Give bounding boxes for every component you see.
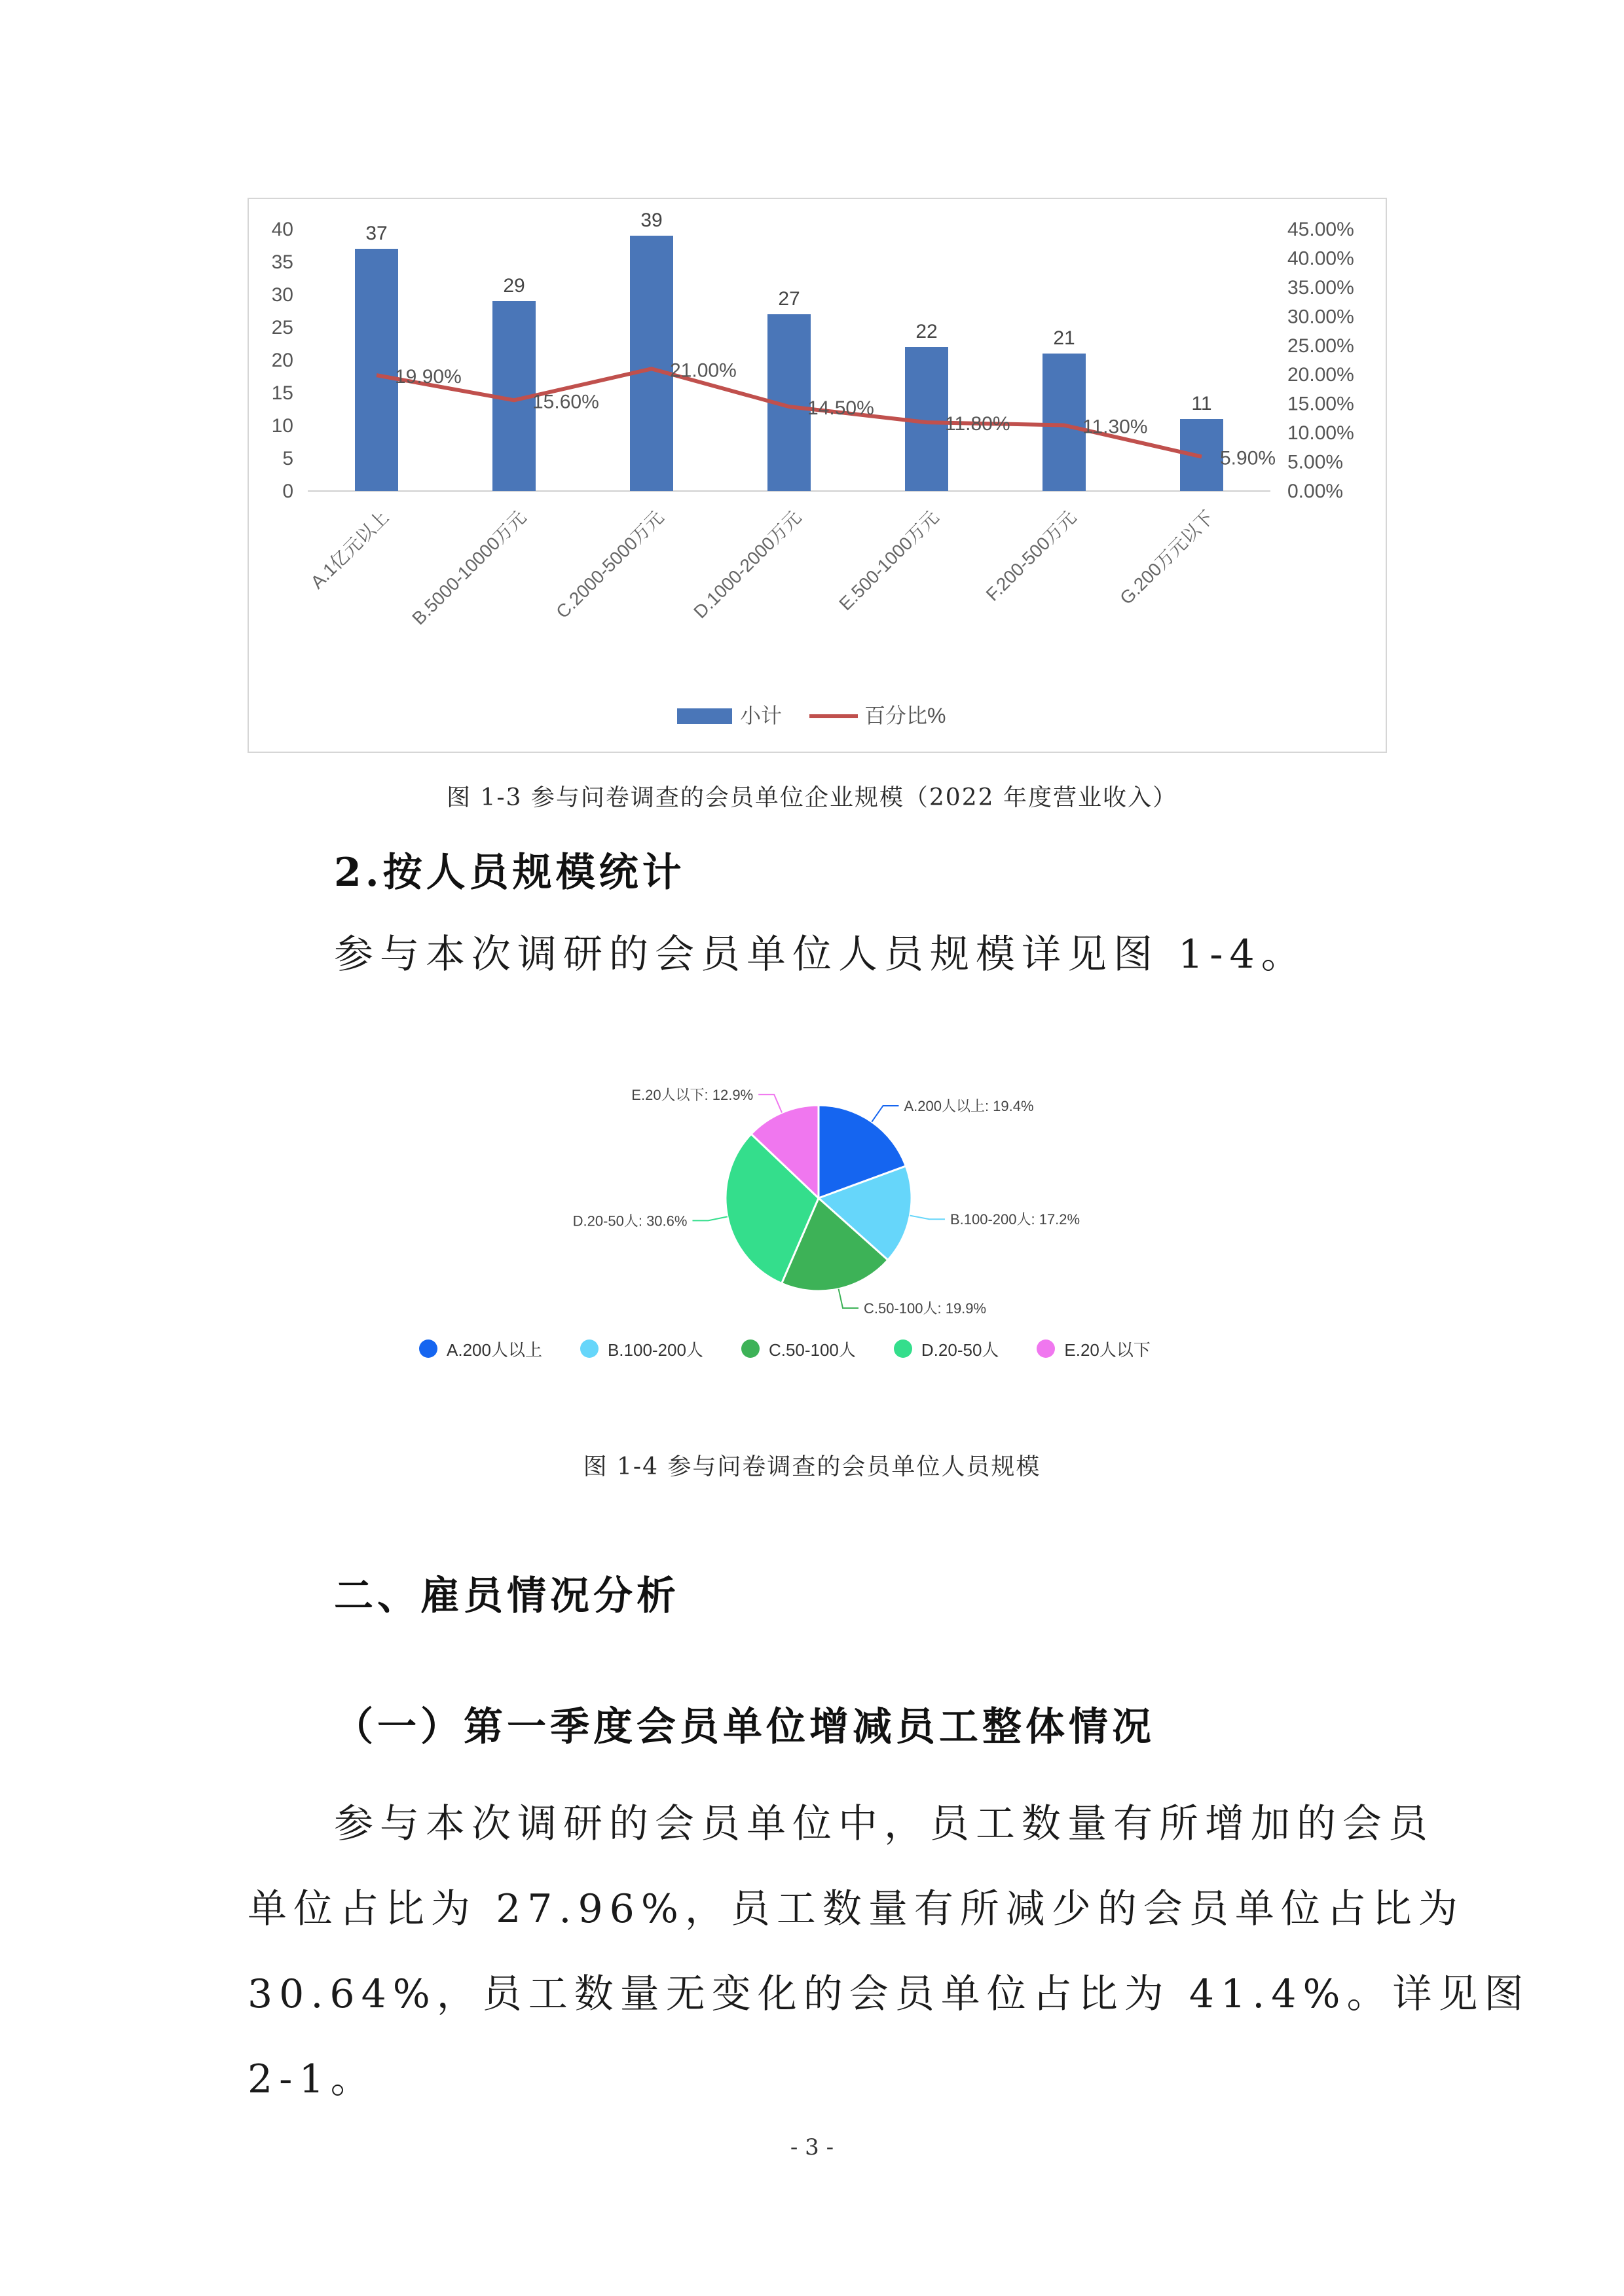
pie-legend-label: B.100-200人 [607,1339,703,1360]
page-number: - 3 - [790,2134,834,2160]
section-2-text: 参与本次调研的会员单位人员规模详见图 1-4。 [334,932,1307,977]
y-right-tick-label: 35.00% [1287,276,1354,299]
x-category-label: B.5000-10000万元 [408,507,530,629]
pie-legend-swatch [741,1339,760,1358]
pie-legend-swatch [894,1339,912,1358]
bar-data-label: 22 [915,321,938,342]
line-data-label: 5.90% [1220,447,1276,469]
body-line-4: 2-1。 [248,2056,377,2102]
pie-legend-swatch [1037,1339,1055,1358]
line-data-label: 14.50% [807,397,874,420]
bar-data-label: 37 [365,223,388,244]
figure-1-4-caption: 图 1-4 参与问卷调查的会员单位人员规模 [583,1453,1041,1480]
legend-bar-label: 小计 [740,704,783,727]
bar-data-label: 39 [640,210,663,231]
section-2-heading: 2.按人员规模统计 [334,850,686,896]
pie-legend-item [1037,1333,1151,1364]
pie-legend [419,1333,1231,1364]
pie-leader-line [872,1106,898,1122]
bar-data-label: 27 [778,288,800,310]
y-right-tick-label: 0.00% [1287,481,1344,502]
pie-legend-item [894,1333,999,1364]
pie-slice-label: B.100-200人: 17.2% [950,1211,1080,1228]
line-data-label: 11.80% [945,413,1010,435]
pie-legend-label: D.20-50人 [921,1339,999,1360]
pie-legend-item [741,1333,856,1364]
y-right-tick-label: 45.00% [1287,219,1354,240]
y-right-tick-label: 10.00% [1287,422,1354,445]
pie-slice-label: D.20-50人: 30.6% [572,1212,688,1230]
y-right-tick-label: 20.00% [1287,364,1354,386]
pie-slice-label: C.50-100人: 19.9% [863,1300,987,1317]
x-category-label: G.200万元以下 [1116,507,1218,609]
pie-legend-swatch [419,1339,437,1358]
bar-data-label: 29 [503,275,525,297]
bar [630,236,673,491]
pie-leader-line [839,1289,858,1308]
y-left-tick-label: 10 [271,415,293,437]
y-right-tick-label: 25.00% [1287,335,1354,357]
bar [1043,354,1086,491]
pie-legend-item [580,1333,703,1364]
y-right-tick-label: 5.00% [1287,451,1344,473]
y-right-tick-label: 40.00% [1287,247,1354,270]
x-category-label: C.2000-5000万元 [552,507,668,623]
pie-slice-label: E.20人以下: 12.9% [631,1086,754,1103]
bar-line-chart-svg [249,199,1388,754]
pie-leader-line [758,1095,782,1113]
x-category-label: E.500-1000万元 [835,507,943,615]
line-data-label: 21.00% [670,359,737,382]
line-data-label: 19.90% [395,366,462,388]
pie-legend-label: E.20人以下 [1064,1339,1151,1360]
y-left-tick-label: 25 [271,317,293,338]
x-category-label: D.1000-2000万元 [690,507,805,623]
y-left-tick-label: 15 [271,382,293,404]
body-line-2: 单位占比为 27.96%，员工数量有所减少的会员单位占比为 [248,1886,1464,1932]
figure-1-3-caption: 图 1-3 参与问卷调查的会员单位企业规模（2022 年度营业收入） [447,784,1177,811]
y-right-tick-label: 15.00% [1287,393,1354,415]
legend-line-label: 百分比% [864,704,946,727]
x-category-label: F.200-500万元 [982,507,1080,605]
pie-legend-swatch [580,1339,599,1358]
sub-heading: （一）第一季度会员单位增减员工整体情况 [334,1704,1155,1750]
y-left-tick-label: 5 [282,448,293,469]
x-category-label: A.1亿元以上 [306,507,393,593]
y-left-tick-label: 30 [271,284,293,306]
chapter-heading: 二、雇员情况分析 [334,1573,680,1619]
line-data-label: 15.60% [532,391,599,413]
pie-legend-label: A.200人以上 [447,1339,542,1360]
pie-legend-label: C.50-100人 [768,1339,856,1360]
bar-line-chart [248,198,1387,753]
pie-slice-label: A.200人以上: 19.4% [904,1097,1034,1114]
body-line-1: 参与本次调研的会员单位中，员工数量有所增加的会员 [334,1801,1434,1847]
y-left-tick-label: 0 [282,481,293,502]
y-right-tick-label: 30.00% [1287,306,1354,328]
y-left-tick-label: 35 [271,251,293,273]
body-line-3: 30.64%，员工数量无变化的会员单位占比为 41.4%。详见图 [248,1971,1530,2017]
pie-legend-item [419,1333,542,1364]
pie-leader-line [910,1216,944,1220]
y-left-tick-label: 40 [271,219,293,240]
bar-data-label: 21 [1053,327,1075,349]
y-left-tick-label: 20 [271,350,293,371]
pie-leader-line [692,1216,727,1220]
bar [355,249,398,491]
line-data-label: 11.30% [1082,416,1148,438]
legend-bar-swatch [677,708,732,724]
bar-data-label: 11 [1191,393,1212,414]
